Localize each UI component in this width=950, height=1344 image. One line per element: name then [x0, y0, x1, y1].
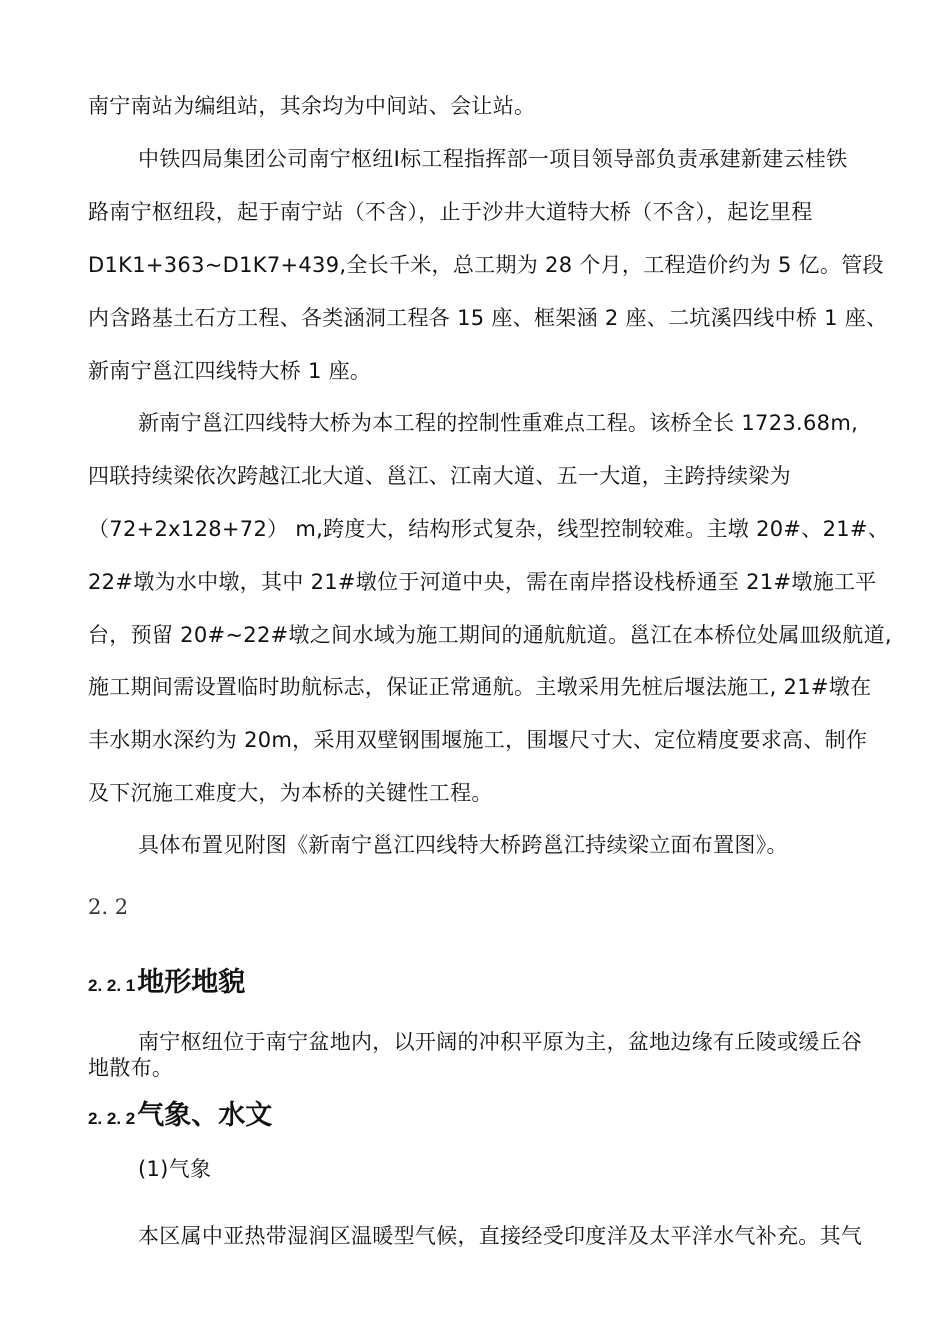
paragraph-line: 及下沉施工难度大，为本桥的关键性工程。 [88, 781, 493, 805]
heading-title: 气象、水文 [137, 1100, 273, 1131]
paragraph-line: D1K1+363~D1K7+439,全长千米，总工期为 28 个月，工程造价约为 5 亿。管段 [88, 253, 884, 277]
paragraph-line: 22#墩为水中墩，其中 21#墩位于河道中央，需在南岸搭设栈桥通至 21#墩施工平 [88, 570, 877, 594]
paragraph-line: 南宁南站为编组站，其余均为中间站、会让站。 [88, 94, 536, 118]
paragraph-line: 路南宁枢纽段，起于南宁站（不含），止于沙井大道特大桥（不含），起讫里程 [88, 200, 813, 224]
paragraph-line: 台，预留 20#~22#墩之间水域为施工期间的通航航道。邕江在本桥位处属皿级航道, [88, 623, 892, 647]
paragraph-line: 具体布置见附图《新南宁邕江四线特大桥跨邕江持续梁立面布置图》。 [138, 833, 788, 857]
paragraph-line: 四联持续梁依次跨越江北大道、邕江、江南大道、五一大道，主跨持续梁为 [88, 464, 791, 488]
paragraph-line: 新南宁邕江四线特大桥为本工程的控制性重难点工程。该桥全长 1723.68m, [138, 411, 859, 435]
list-item: (1)气象 [138, 1157, 212, 1181]
paragraph-line: 新南宁邕江四线特大桥 1 座。 [88, 359, 372, 383]
heading-title: 地形地貌 [137, 967, 246, 998]
paragraph-line: 南宁枢纽位于南宁盆地内，以开阔的冲积平原为主，盆地边缘有丘陵或缓丘谷 [138, 1030, 863, 1054]
heading-number: 2. 2. 1 [88, 976, 136, 995]
paragraph-line: 本区属中亚热带湿润区温暖型气候，直接经受印度洋及太平洋水气补充。其气 [138, 1224, 863, 1248]
paragraph-line: 地散布。 [88, 1056, 174, 1080]
section-number: 2. 2 [88, 895, 129, 919]
heading-number: 2. 2. 2 [88, 1109, 136, 1128]
paragraph-line: 丰水期水深约为 20m，采用双壁钢围堰施工，围堰尺寸大、定位精度要求高、制作 [88, 728, 868, 752]
paragraph-line: 中铁四局集团公司南宁枢纽Ⅰ标工程指挥部一项目领导部负责承建新建云桂铁 [138, 147, 848, 171]
heading-2-2-1 [88, 960, 245, 999]
paragraph-line: （72+2x128+72） m,跨度大，结构形式复杂，线型控制较难。主墩 20#、21#、 [88, 517, 890, 541]
paragraph-line: 施工期间需设置临时助航标志，保证正常通航。主墩采用先桩后堰法施工, 21#墩在 [88, 675, 872, 699]
paragraph-line: 内含路基土石方工程、各类涵洞工程各 15 座、框架涵 2 座、二坑溪四线中桥 1 座、 [88, 306, 888, 330]
heading-2-2-2 [88, 1093, 272, 1132]
